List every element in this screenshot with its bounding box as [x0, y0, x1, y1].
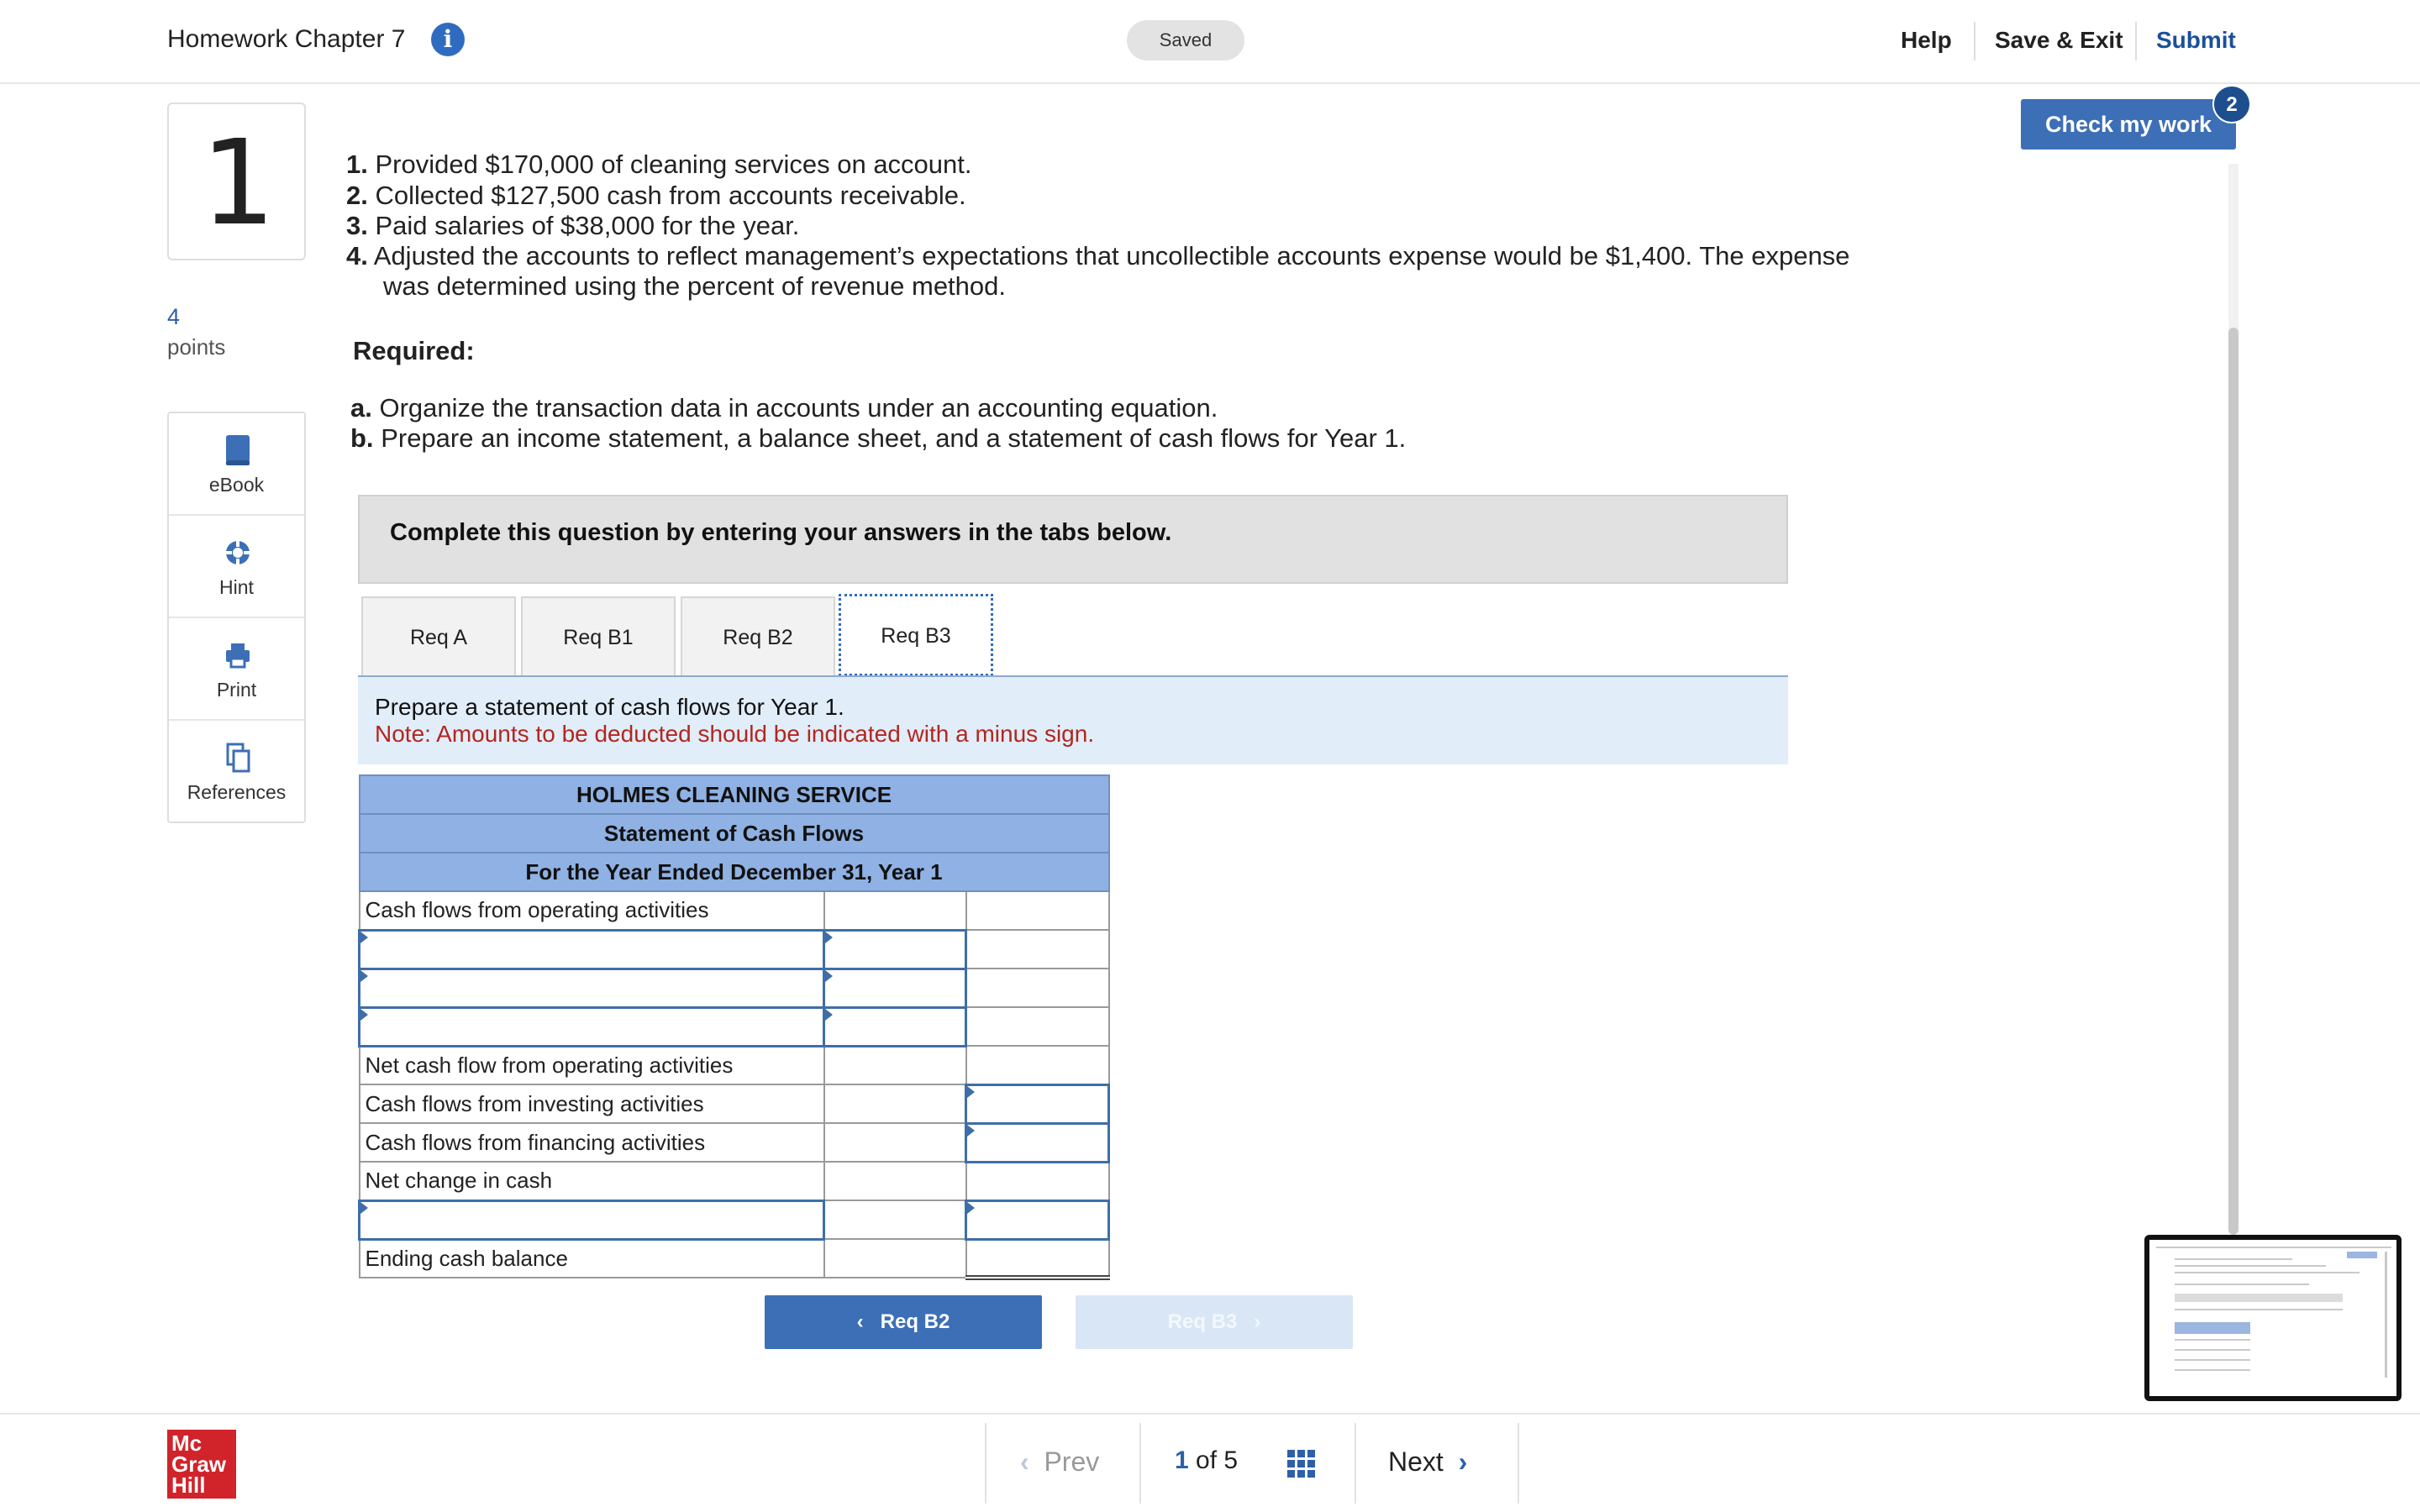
- row-label-investing: Cash flows from investing activities: [360, 1084, 824, 1123]
- tab-req-b1[interactable]: Req B1: [521, 596, 676, 675]
- required-item: a. Organize the transaction data in accounts under an accounting equation.: [350, 393, 1218, 423]
- operating-item-select-1[interactable]: [360, 930, 824, 969]
- top-bar: [0, 0, 2420, 84]
- required-heading: Required:: [353, 336, 475, 365]
- book-icon: [224, 433, 251, 467]
- row-label-net-operating: Net cash flow from operating activities: [360, 1046, 824, 1084]
- thumbnail-line: [2156, 1247, 2391, 1248]
- empty-cell: [824, 1046, 966, 1084]
- row-label-financing: Cash flows from financing activities: [360, 1123, 824, 1162]
- thumbnail-line: [2175, 1339, 2250, 1341]
- empty-cell: [966, 930, 1109, 969]
- printer-icon: [224, 638, 251, 672]
- problem-item: 4. Adjusted the accounts to reflect management’s expectations that uncollectible accounts expense would be $1,400. The expense: [346, 241, 1850, 270]
- table-row: [360, 1007, 1109, 1046]
- assignment-title: Homework Chapter 7: [167, 25, 406, 53]
- page-thumbnail-preview[interactable]: [2144, 1235, 2402, 1401]
- next-tab-button: [1076, 1295, 1353, 1349]
- question-pager: [985, 1423, 1519, 1504]
- chevron-left-icon: ‹: [1020, 1446, 1029, 1477]
- prev-label: Prev: [1044, 1446, 1100, 1477]
- pager-divider: [1355, 1423, 1356, 1504]
- operating-amount-input-3[interactable]: [824, 1007, 966, 1046]
- ebook-button[interactable]: [169, 413, 304, 516]
- top-divider: [1974, 22, 1975, 60]
- next-tab-label: Req B3: [1167, 1310, 1238, 1333]
- info-icon[interactable]: i: [431, 23, 465, 56]
- save-exit-link[interactable]: Save & Exit: [1995, 27, 2123, 53]
- chevron-right-icon: ›: [1254, 1310, 1261, 1333]
- points-value: 4: [167, 304, 181, 329]
- empty-cell: [824, 1162, 966, 1200]
- operating-amount-input-2[interactable]: [824, 969, 966, 1007]
- logo-text: Hill: [171, 1473, 206, 1498]
- instructions-text: Complete this question by entering your answers in the tabs below.: [390, 519, 1172, 546]
- table-row: [360, 1162, 1109, 1200]
- operating-item-select-2[interactable]: [360, 969, 824, 1007]
- empty-cell: [824, 1084, 966, 1123]
- logo-text: Mc: [171, 1431, 203, 1456]
- table-row: [360, 891, 1109, 930]
- pager-divider: [1139, 1423, 1141, 1504]
- empty-cell: [824, 891, 966, 930]
- row-label-net-change: Net change in cash: [360, 1162, 824, 1200]
- next-question-button[interactable]: [1388, 1446, 1467, 1478]
- table-row: [360, 930, 1109, 969]
- question-number-box: [167, 102, 306, 260]
- company-name: HOLMES CLEANING SERVICE: [360, 775, 1109, 814]
- chevron-right-icon: ›: [1458, 1446, 1468, 1477]
- print-label: Print: [216, 679, 257, 701]
- instructions-banner: [358, 495, 1788, 584]
- prev-question-button[interactable]: [1020, 1446, 1099, 1478]
- scrollbar-thumb[interactable]: [2228, 328, 2238, 1235]
- problem-item: 3. Paid salaries of $38,000 for the year.: [346, 211, 800, 240]
- table-header-row: [360, 853, 1109, 891]
- empty-cell: [966, 891, 1109, 930]
- prev-tab-button[interactable]: [765, 1295, 1042, 1349]
- operating-amount-input-1[interactable]: [824, 930, 966, 969]
- check-my-work-button[interactable]: Check my work: [2021, 99, 2236, 150]
- empty-cell: [966, 1046, 1109, 1084]
- table-header-row: [360, 814, 1109, 853]
- thumbnail-line: [2175, 1349, 2250, 1351]
- top-divider: [2135, 22, 2137, 60]
- check-attempts-badge: 2: [2212, 85, 2251, 123]
- table-row: [360, 969, 1109, 1007]
- logo-text: Graw: [171, 1452, 227, 1477]
- next-label: Next: [1388, 1446, 1444, 1477]
- question-counter: [1175, 1446, 1238, 1475]
- required-item: b. Prepare an income statement, a balance sheet, and a statement of cash flows for Year 1.: [350, 423, 1407, 453]
- grid-view-icon[interactable]: [1287, 1450, 1316, 1478]
- hint-label: Hint: [219, 576, 254, 598]
- lifebuoy-icon: [224, 536, 251, 570]
- tab-req-a[interactable]: Req A: [361, 596, 516, 675]
- problem-item: 1. Provided $170,000 of cleaning services on account.: [346, 150, 972, 179]
- beginning-balance-select[interactable]: [360, 1200, 824, 1239]
- empty-cell: [824, 1200, 966, 1239]
- saved-status-badge: Saved: [1127, 20, 1244, 60]
- empty-cell: [966, 969, 1109, 1007]
- table-row: [360, 1046, 1109, 1084]
- table-row: [360, 1084, 1109, 1123]
- empty-cell: [966, 1007, 1109, 1046]
- note-warning: Note: Amounts to be deducted should be indicated with a minus sign.: [375, 721, 1095, 747]
- thumbnail-line: [2175, 1258, 2292, 1260]
- submit-link[interactable]: Submit: [2156, 27, 2236, 53]
- ending-balance-total: [966, 1239, 1109, 1278]
- table-row: [360, 1200, 1109, 1239]
- table-row: [360, 1123, 1109, 1162]
- mcgraw-hill-logo: [167, 1430, 236, 1499]
- investing-amount-input[interactable]: [966, 1084, 1109, 1123]
- table-header-row: [360, 775, 1109, 814]
- thumbnail-banner: [2175, 1294, 2343, 1302]
- row-label-ending: Ending cash balance: [360, 1239, 824, 1278]
- hint-button[interactable]: [169, 516, 304, 618]
- chevron-left-icon: ‹: [856, 1310, 864, 1333]
- table-row: [360, 1239, 1109, 1278]
- empty-cell: [824, 1123, 966, 1162]
- statement-title: Statement of Cash Flows: [360, 814, 1109, 853]
- statement-period: For the Year Ended December 31, Year 1: [360, 853, 1109, 891]
- thumbnail-line: [2175, 1272, 2360, 1273]
- note-instruction: Prepare a statement of cash flows for Year 1.: [375, 694, 844, 720]
- problem-item-continued: was determined using the percent of revenue method.: [383, 271, 1007, 301]
- tools-panel: [167, 412, 306, 823]
- thumbnail-line: [2175, 1359, 2250, 1361]
- empty-cell: [966, 1162, 1109, 1200]
- beginning-balance-input[interactable]: [966, 1200, 1109, 1239]
- references-button[interactable]: [169, 721, 304, 823]
- prev-tab-label: Req B2: [880, 1310, 950, 1333]
- points-label: points: [167, 334, 226, 360]
- operating-item-select-3[interactable]: [360, 1007, 824, 1046]
- of-label: of: [1196, 1446, 1218, 1474]
- help-link[interactable]: Help: [1901, 27, 1952, 53]
- thumbnail-button: [2347, 1252, 2377, 1258]
- thumbnail-line: [2175, 1309, 2343, 1310]
- tab-note: [358, 677, 1788, 764]
- thumbnail-line: [2175, 1284, 2309, 1285]
- total-questions: 5: [1223, 1446, 1239, 1474]
- ebook-label: eBook: [208, 474, 265, 496]
- tab-req-b2[interactable]: Req B2: [681, 596, 835, 675]
- thumbnail-table-header: [2175, 1322, 2250, 1334]
- question-number: 1: [200, 115, 276, 252]
- empty-cell: [824, 1239, 966, 1278]
- financing-amount-input[interactable]: [966, 1123, 1109, 1162]
- references-label: References: [187, 781, 287, 803]
- row-label-operating: Cash flows from operating activities: [360, 891, 824, 930]
- cash-flow-statement-table: [358, 774, 1110, 1280]
- thumbnail-scrollbar: [2385, 1252, 2387, 1378]
- thumbnail-line: [2175, 1265, 2326, 1267]
- print-button[interactable]: [169, 618, 304, 721]
- thumbnail-line: [2175, 1369, 2250, 1371]
- current-question: 1: [1175, 1446, 1189, 1474]
- copy-icon: [224, 741, 251, 774]
- tab-req-b3[interactable]: Req B3: [839, 594, 993, 676]
- problem-item: 2. Collected $127,500 cash from accounts receivable.: [346, 181, 966, 210]
